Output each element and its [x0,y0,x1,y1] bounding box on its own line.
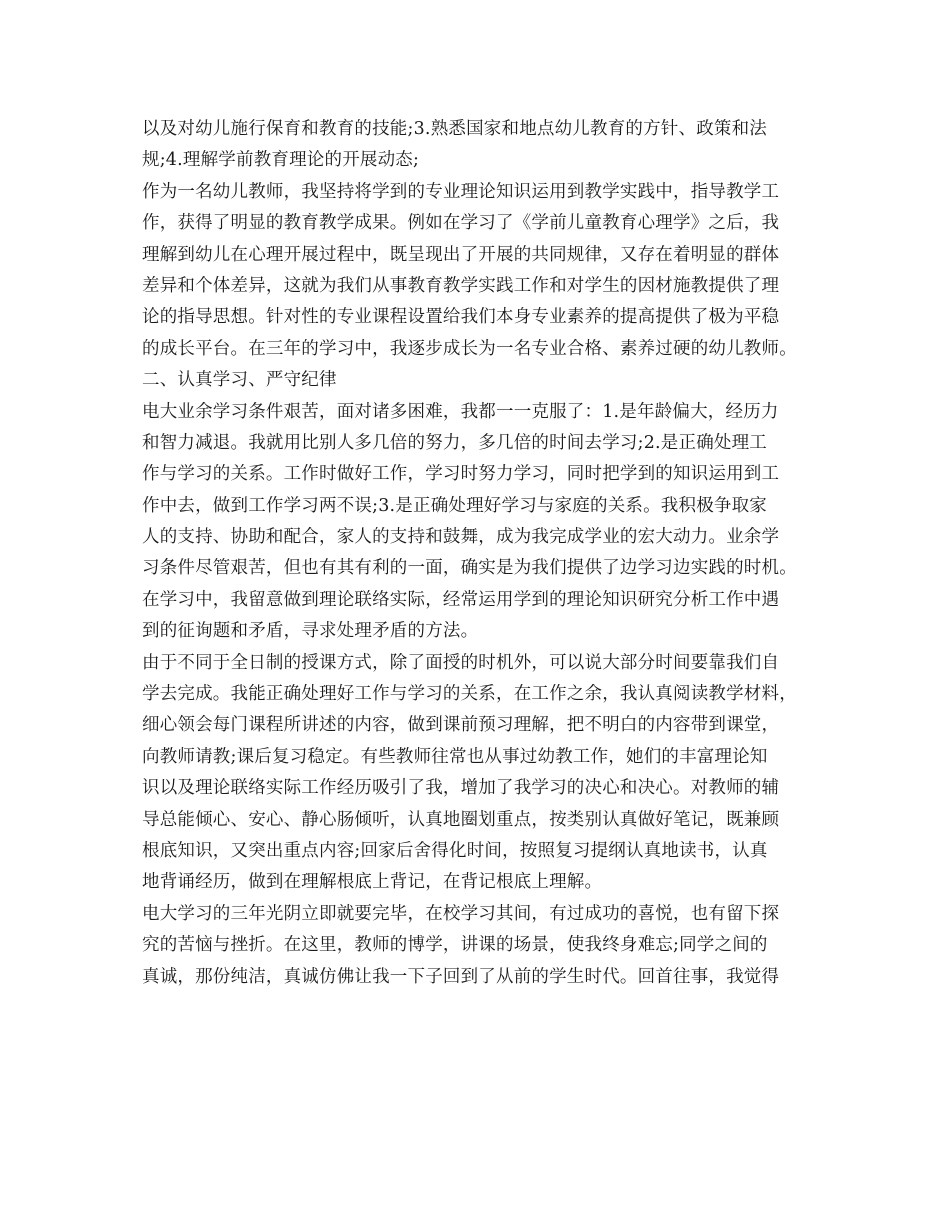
text-line: 真诚，那份纯洁，真诚仿佛让我一下子回到了从前的学生时代。回首往事，我觉得 [142,966,780,987]
text-line: 电大学习的三年光阴立即就要完毕，在校学习其间，有过成功的喜悦，也有留下探 [142,903,780,924]
text-line: 理解到幼儿在心理开展过程中，既呈现出了开展的共同规律，又存在着明显的群体 [142,244,780,265]
text-line: 的成长平台。在三年的学习中，我逐步成长为一名专业合格、素养过硬的幼儿教师。 [142,338,797,359]
text-line: 规;4.理解学前教育理论的开展动态; [142,150,420,171]
text-line: 作为一名幼儿教师，我坚持将学到的专业理论知识运用到教学实践中，指导教学工 [142,181,780,202]
text-line: 根底知识，又突出重点内容;回家后舍得化时间，按照复习提纲认真地读书，认真 [142,840,768,861]
document-body-text [142,114,822,993]
text-line: 论的指导思想。针对性的专业课程设置给我们本身专业素养的提高提供了极为平稳 [142,307,780,328]
text-line: 习条件尽管艰苦，但也有其有利的一面，确实是为我们提供了边学习边实践的时机。 [142,558,797,579]
text-line: 由于不同于全日制的授课方式，除了面授的时机外，可以说大部分时间要靠我们自 [142,652,780,673]
text-line: 人的支持、协助和配合，家人的支持和鼓舞，成为我完成学业的宏大动力。业余学 [142,527,780,548]
text-line: 地背诵经历，做到在理解根底上背记，在背记根底上理解。 [142,872,603,893]
text-line: 学去完成。我能正确处理好工作与学习的关系，在工作之余，我认真阅读教学材料， [142,684,797,705]
text-line: 作中去，做到工作学习两不误;3.是正确处理好学习与家庭的关系。我积极争取家 [142,495,767,516]
text-line: 以及对幼儿施行保育和教育的技能;3.熟悉国家和地点幼儿教育的方针、政策和法 [142,119,767,139]
text-line: 和智力减退。我就用比别人多几倍的努力，多几倍的时间去学习;2.是正确处理工 [142,432,767,453]
text-line: 细心领会每门课程所讲述的内容，做到课前预习理解，把不明白的内容带到课堂， [142,715,780,736]
text-line: 作，获得了明显的教育教学成果。例如在学习了《学前儿童教育心理学》之后，我 [142,213,780,234]
text-line: 向教师请教;课后复习稳定。有些教师往常也从事过幼教工作，她们的丰富理论知 [142,746,768,767]
text-line: 作与学习的关系。工作时做好工作，学习时努力学习，同时把学到的知识运用到工 [142,464,780,485]
text-line: 到的征询题和矛盾，寻求处理矛盾的方法。 [142,621,479,642]
text-line: 导总能倾心、安心、静心肠倾听，认真地圈划重点，按类别认真做好笔记，既兼顾 [142,809,780,830]
text-line: 电大业余学习条件艰苦，面对诸多困难，我都一一克服了：1.是年龄偏大，经历力 [142,401,779,422]
text-line: 究的苦恼与挫折。在这里，教师的博学，讲课的场景，使我终身难忘;同学之间的 [142,935,768,956]
text-line: 差异和个体差异，这就为我们从事教育教学实践工作和对学生的因材施教提供了理 [142,275,780,296]
section-heading: 二、认真学习、严守纪律 [142,370,337,391]
text-line: 在学习中，我留意做到理论联络实际，经常运用学到的理论知识研究分析工作中遇 [142,589,780,610]
text-line: 识以及理论联络实际工作经历吸引了我，增加了我学习的决心和决心。对教师的辅 [142,778,780,799]
